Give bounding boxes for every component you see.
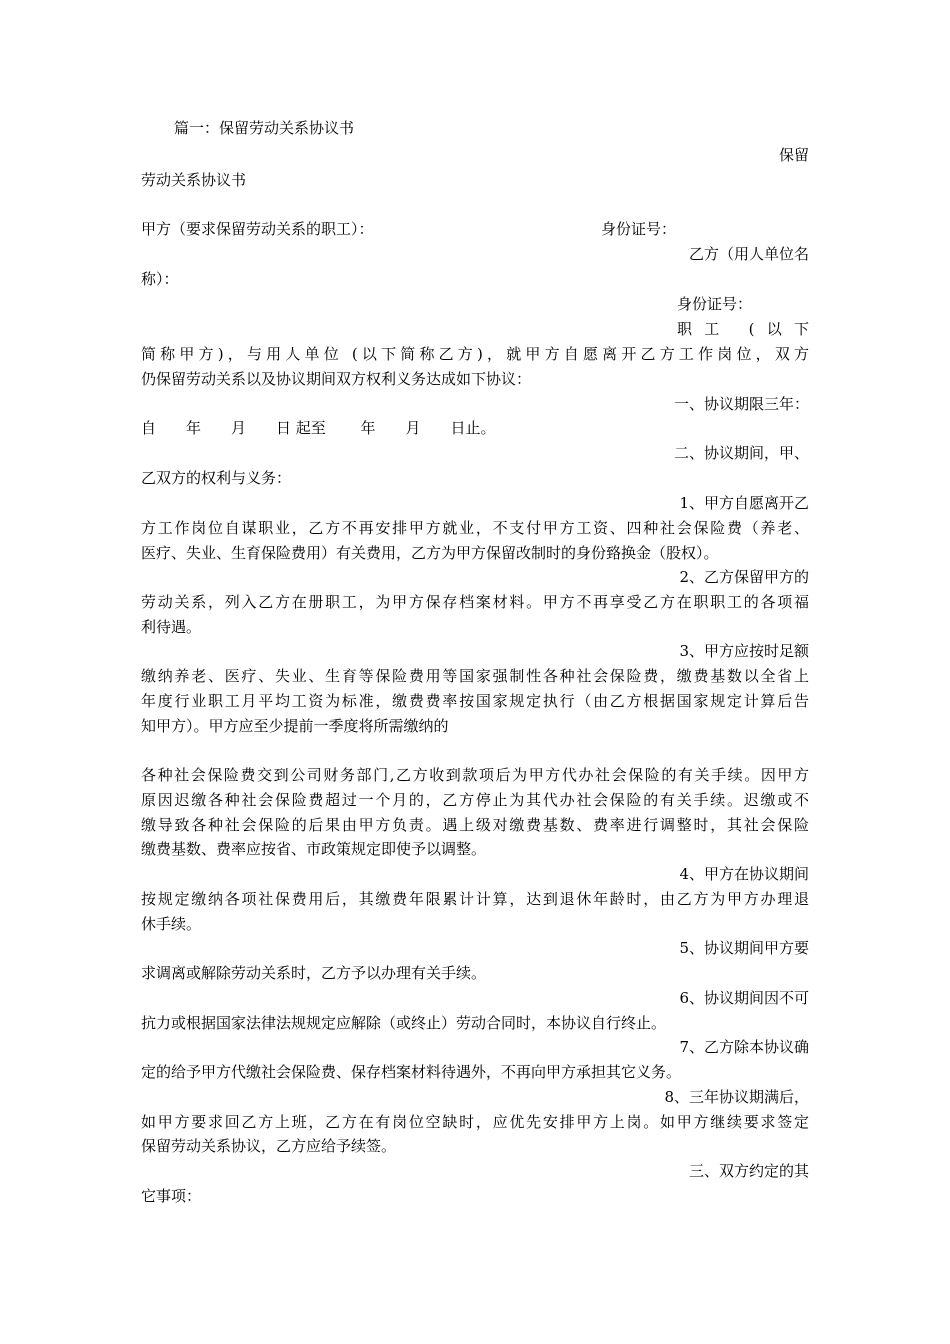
party-a-id-label: 身份证号：	[601, 220, 677, 238]
intro-line-3: 仍保留劳动关系以及协议期间双方权利义务达成如下协议：	[141, 370, 532, 388]
party-a-label: 甲方（要求保留劳动关系的职工）：	[141, 220, 374, 238]
item-4-line-2: 按规定缴纳各项社保费用后，其缴费年限累计计算，达到退休年龄时，由乙方为甲方办理退	[141, 890, 809, 908]
intro-line-2: 简称甲方)，与用人单位 (以下简称乙方)，就甲方自愿离开乙方工作岗位，双方	[141, 345, 809, 363]
item-8-line-1: 8、三年协议期满后，	[664, 1088, 809, 1106]
item-3-line-5: 各种社会保险费交到公司财务部门,乙方收到款项后为甲方代办社会保险的有关手续。因甲方	[141, 766, 809, 784]
item-7-line-2: 定的给予甲方代缴社会保险费、保存档案材料待遇外，不再向甲方承担其它义务。	[141, 1063, 682, 1081]
item-3-line-6: 原因迟缴各种社会保险费超过一个月的，乙方停止为其代办社会保险的有关手续。迟缴或不	[141, 791, 809, 809]
party-b-id-label: 身份证号：	[677, 295, 753, 313]
item-1-line-3: 医疗、失业、生育保险费用）有关费用，乙方为甲方保留改制时的身份臵换金（股权）。	[141, 544, 719, 562]
item-3-line-1: 3、甲方应按时足额	[679, 642, 809, 660]
item-8-line-2: 如甲方要求回乙方上班，乙方在有岗位空缺时，应优先安排甲方上岗。如甲方继续要求签定	[141, 1113, 809, 1131]
clause-1-dates: 自 年 月 日 起至 年 月 日止。	[141, 419, 496, 437]
item-4-line-1: 4、甲方在协议期间	[679, 865, 809, 883]
title-line-2: 劳动关系协议书	[141, 171, 247, 189]
item-3-line-8: 缴费基数、费率应按省、市政策规定即使予以调整。	[141, 840, 487, 858]
title-line-1: 保留	[778, 146, 809, 164]
clause-3-title-2: 它事项：	[141, 1187, 202, 1205]
item-2-line-3: 利待遇。	[141, 618, 202, 636]
item-3-line-7: 缴导致各种社会保险的后果由甲方负责。遇上级对缴费基数、费率进行调整时，其社会保险	[141, 816, 809, 834]
party-b-label-1: 乙方（用人单位名	[688, 245, 809, 263]
clause-3-title-1: 三、双方约定的其	[688, 1162, 809, 1180]
item-5-line-1: 5、协议期间甲方要	[679, 939, 809, 957]
intro-line-1: 职工 (以下	[677, 320, 809, 338]
item-2-line-1: 2、乙方保留甲方的	[679, 568, 809, 586]
clause-1-title: 一、协议期限三年：	[673, 395, 809, 413]
item-3-line-3: 年度行业职工月平均工资为标准，缴费费率按国家规定执行（由乙方根据国家规定计算后告	[141, 692, 809, 710]
item-6-line-2: 抗力或根据国家法律法规规定应解除（或终止）劳动合同时，本协议自行终止。	[141, 1014, 667, 1032]
item-8-line-3: 保留劳动关系协议，乙方应给予续签。	[141, 1137, 397, 1155]
item-3-line-2: 缴纳养老、医疗、失业、生育等保险费用等国家强制性各种社会保险费，缴费基数以全省上	[141, 667, 809, 685]
item-5-line-2: 求调离或解除劳动关系时，乙方予以办理有关手续。	[141, 964, 487, 982]
item-1-line-1: 1、甲方自愿离开乙	[679, 494, 809, 512]
item-3-line-4: 知甲方）。甲方应至少提前一季度将所需缴纳的	[141, 717, 449, 735]
item-4-line-3: 休手续。	[141, 915, 202, 933]
document-heading: 篇一：保留劳动关系协议书	[174, 119, 355, 137]
item-7-line-1: 7、乙方除本协议确	[679, 1038, 809, 1056]
clause-2-title-1: 二、协议期间，甲、	[673, 444, 809, 462]
party-b-label-2: 称）：	[141, 270, 179, 288]
item-6-line-1: 6、协议期间因不可	[679, 989, 809, 1007]
clause-2-title-2: 乙双方的权利与义务：	[141, 469, 292, 487]
item-2-line-2: 劳动关系，列入乙方在册职工，为甲方保存档案材料。甲方不再享受乙方在职职工的各项福	[141, 593, 809, 611]
item-1-line-2: 方工作岗位自谋职业，乙方不再安排甲方就业，不支付甲方工资、四种社会保险费（养老、	[141, 519, 809, 537]
